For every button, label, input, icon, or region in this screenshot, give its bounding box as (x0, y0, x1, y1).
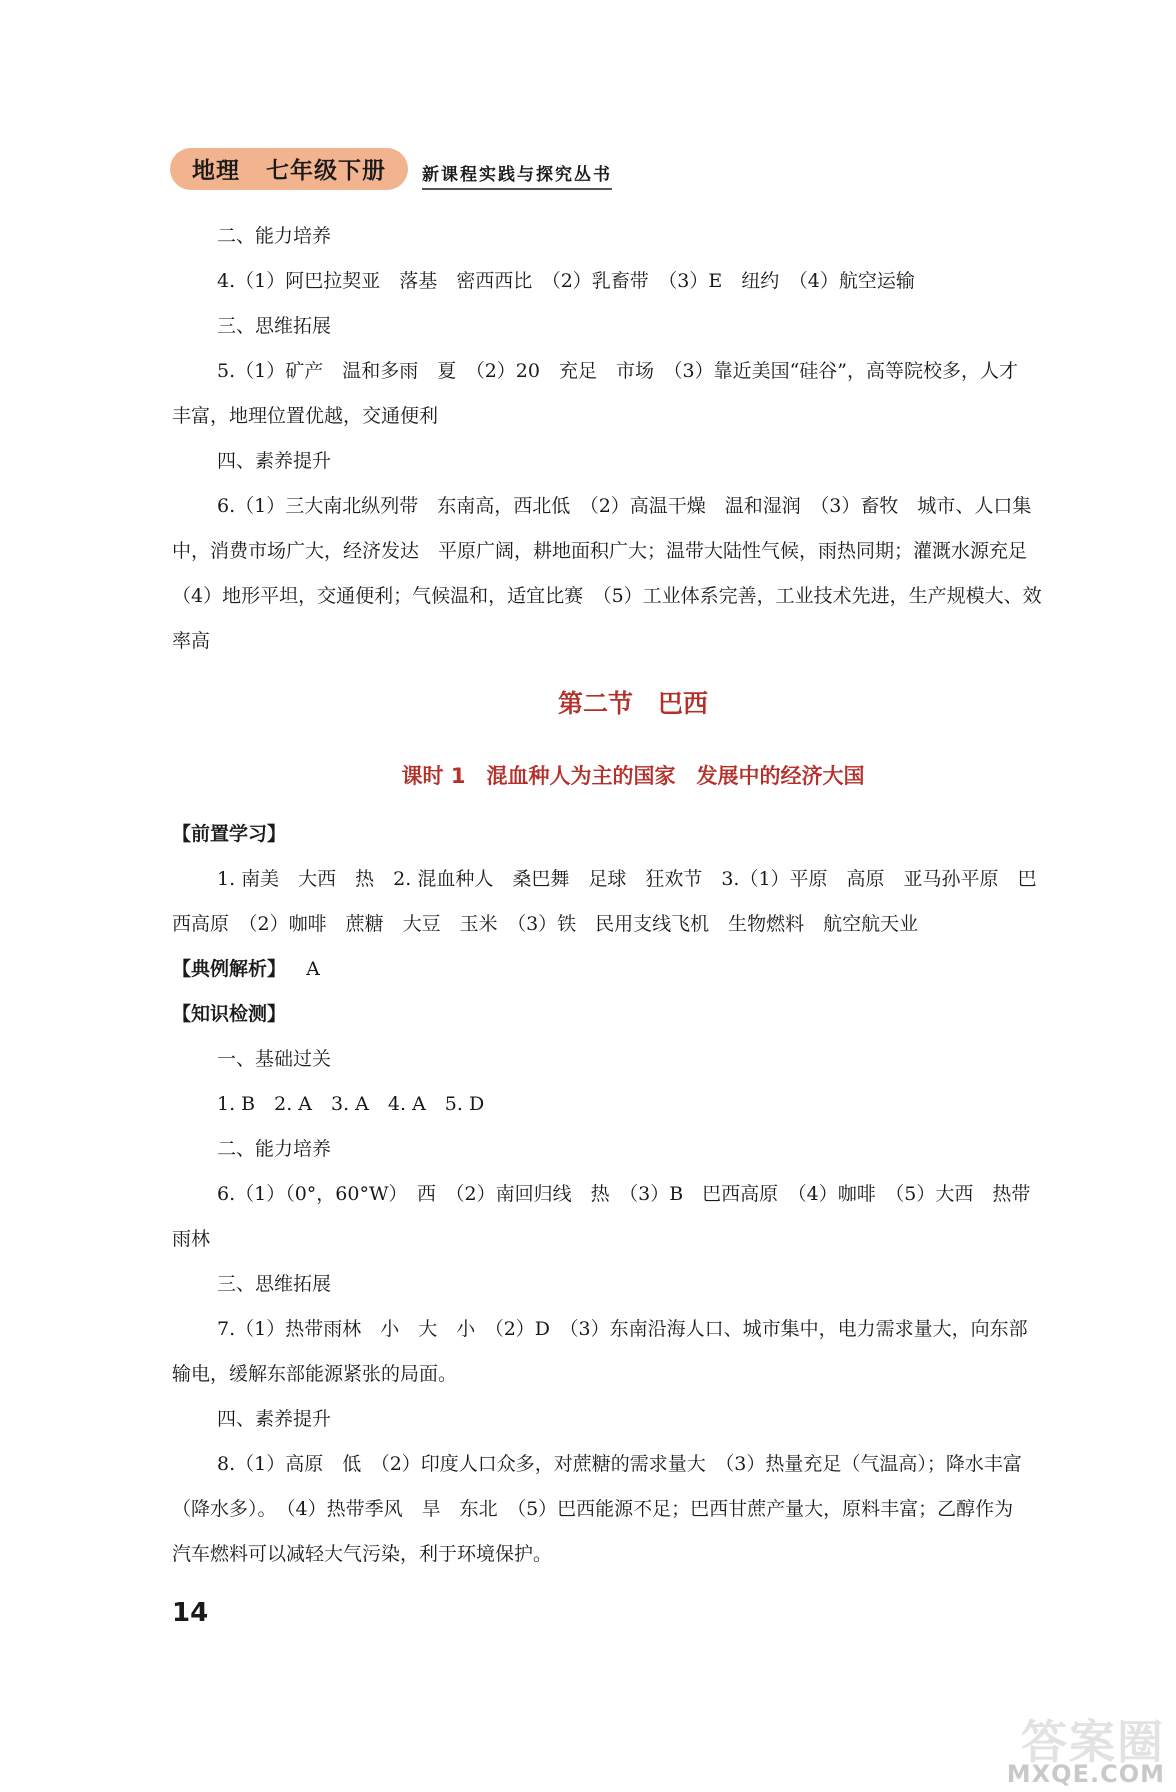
check-label: 【知识检测】 (172, 1003, 287, 1025)
answer-line: 中，消费市场广大，经济发达 平原广阔，耕地面积广大；温带大陆性气候，雨热同期；灌溉水源充足 (172, 540, 1028, 562)
answer-line: 1. 南美 大西 热 2. 混血种人 桑巴舞 足球 狂欢节 3.（1）平原 高原 亚马孙平原 巴 (217, 868, 1037, 890)
answer-line: 四、素养提升 (217, 450, 332, 472)
answer-line: 6.（1）（0°，60°W） 西 （2）南回归线 热 （3）B 巴西高原 （4）咖啡 （5）大西 热带 (217, 1183, 1031, 1205)
grade-label: 七年级下册 (266, 158, 386, 184)
answer-line: （4）地形平坦，交通便利；气候温和，适宜比赛 （5）工业体系完善，工业技术先进，生产规模大、效 (172, 585, 1042, 607)
answer-line: 7.（1）热带雨林 小 大 小 （2）D （3）东南沿海人口、城市集中，电力需求量大，向东部 (217, 1318, 1028, 1340)
answer-line: 输电，缓解东部能源紧张的局面。 (172, 1363, 458, 1385)
subject-badge (170, 148, 408, 190)
pre-study-label: 【前置学习】 (172, 823, 287, 845)
answer-line: 四、素养提升 (217, 1408, 332, 1430)
answer-line: （降水多）。 （4）热带季风 旱 东北 （5）巴西能源不足；巴西甘蔗产量大，原料丰富；乙醇作为 (172, 1498, 1014, 1520)
answer-line: 丰富，地理位置优越，交通便利 (172, 405, 439, 427)
example-answer: A (306, 958, 320, 980)
pre-study-answers (172, 857, 1094, 947)
answer-line: 4.（1）阿巴拉契亚 落基 密西西比 （2）乳畜带 （3）E 纽约 （4）航空运输 (217, 270, 915, 292)
answer-line: 率高 (172, 630, 211, 652)
watermark (935, 1706, 1173, 1790)
answer-line: 1. B 2. A 3. A 4. A 5. D (217, 1093, 485, 1115)
answer-line: 二、能力培养 (217, 225, 332, 247)
answer-line: 一、基础过关 (217, 1048, 332, 1070)
series-title: 新课程实践与探究丛书 (422, 160, 612, 190)
answer-line: 汽车燃料可以减轻大气污染，利于环境保护。 (172, 1543, 553, 1565)
lesson-title: 课时 1 混血种人为主的国家 发展中的经济大国 (401, 764, 865, 788)
answer-line: 三、思维拓展 (217, 1273, 332, 1295)
subject-label: 地理 (192, 158, 240, 184)
answer-line: 6.（1）三大南北纵列带 东南高，西北低 （2）高温干燥 温和湿润 （3）畜牧 城市、人口集 (217, 495, 1032, 517)
watermark-logo: 答案圈 (1021, 1715, 1165, 1769)
answer-line: 二、能力培养 (217, 1138, 332, 1160)
previous-section-answers (172, 214, 1094, 664)
section-title: 第二节 巴西 (557, 689, 708, 718)
answer-line: 雨林 (172, 1228, 211, 1250)
answer-line: 三、思维拓展 (217, 315, 332, 337)
example-row (172, 947, 1094, 992)
answer-line: 西高原 （2）咖啡 蔗糖 大豆 玉米 （3）铁 民用支线飞机 生物燃料 航空航天业 (172, 913, 919, 935)
knowledge-check-answers (172, 1037, 1094, 1577)
answer-line: 8.（1）高原 低 （2）印度人口众多，对蔗糖的需求量大 （3）热量充足（气温高）；降水丰富 (217, 1453, 1022, 1475)
example-label: 【典例解析】 (172, 958, 287, 980)
watermark-url: MXQE.COM (1006, 1760, 1165, 1788)
answer-content (172, 214, 1094, 1577)
page-header (170, 148, 612, 190)
answer-line: 5.（1）矿产 温和多雨 夏 （2）20 充足 市场 （3）靠近美国“硅谷”，高等院校多，人才 (217, 360, 1018, 382)
page-number: 14 (172, 1598, 209, 1628)
